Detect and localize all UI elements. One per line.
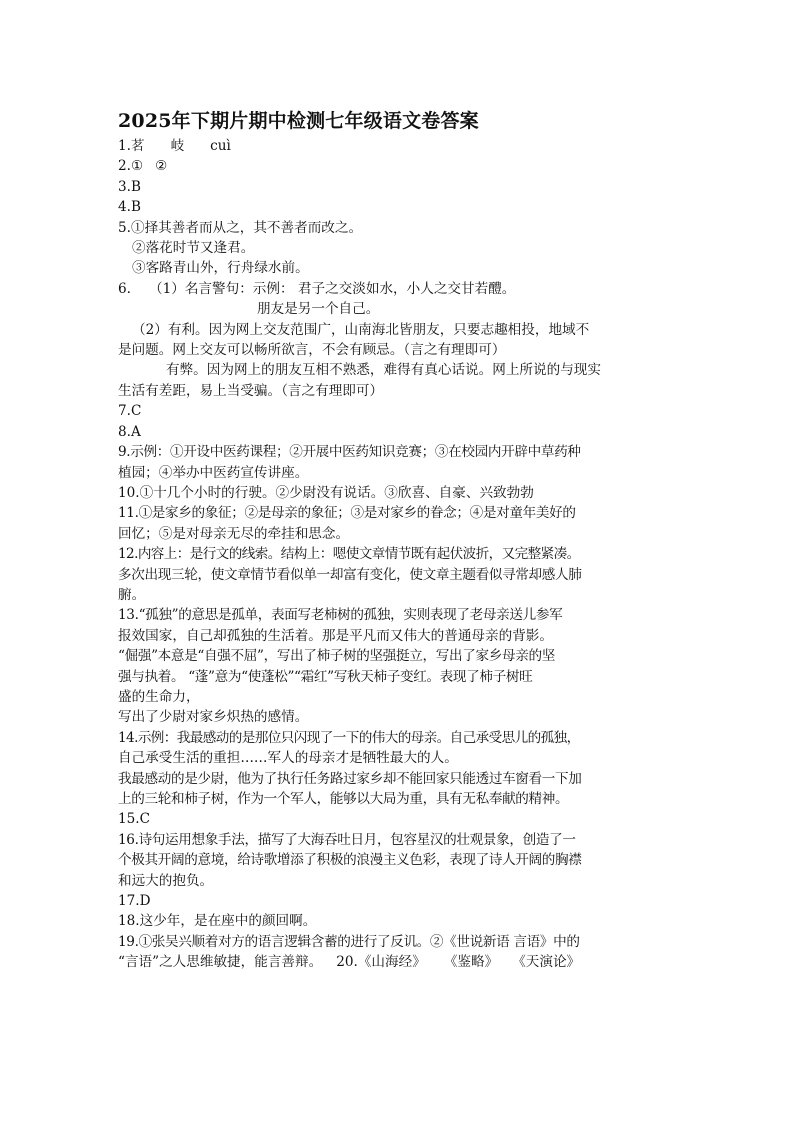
answer-20c: 《天演论》 xyxy=(512,954,581,971)
answer-2-number: 2. xyxy=(118,158,131,175)
answer-5-line-2: ②落花时节又逢君。 xyxy=(132,240,255,257)
answer-3: 3.B xyxy=(118,178,141,195)
answer-13-line-5: 盛的生命力， xyxy=(118,688,200,705)
answer-16-line-1: 16.诗句运用想象手法，描写了大海吞吐日月，包容星汉的壮观景象，创造了一 xyxy=(118,831,576,848)
answer-2 xyxy=(118,156,678,176)
answer-content xyxy=(118,136,678,973)
answer-1c: cuì xyxy=(210,138,231,154)
answer-12-line-1: 12.内容上：是行文的线索。结构上：嗯使文章情节既有起伏波折，又完整紧凑。 xyxy=(118,546,580,563)
answer-10: 10.①十几个小时的行驶。②少尉没有说话。③欣喜、自豪、兴致勃勃 xyxy=(118,484,534,501)
answer-6-number: 6. xyxy=(118,280,131,297)
answer-9-line-1: 9.示例：①开设中医药课程；②开展中医药知识竞赛；③在校园内开辟中草药种 xyxy=(118,444,581,461)
answer-6-line-3: （2）有利。因为网上交友范围广，山南海北皆朋友，只要志趣相投，地域不 xyxy=(132,321,590,338)
answer-18: 18.这少年，是在座中的颜回啊。 xyxy=(118,913,317,930)
answer-19-20-line xyxy=(118,952,678,972)
answer-16-line-3: 和远大的抱负。 xyxy=(118,872,214,889)
answer-20-number: 20. xyxy=(336,954,358,971)
answer-13-line-6: 写出了少尉对家乡炽热的感情。 xyxy=(118,709,309,726)
answer-6-line-2: 朋友是另一个自己。 xyxy=(257,301,380,318)
answer-14-line-2: 自己承受生活的重担……军人的母亲才是牺牲最大的人。 xyxy=(118,750,458,767)
answer-20a: 《山海经》 xyxy=(357,954,426,971)
answer-1b: 岐 xyxy=(170,138,185,154)
answer-15: 15.C xyxy=(118,811,151,828)
answer-5-line-3: ③客路青山外，行舟绿水前。 xyxy=(132,260,309,277)
answer-7: 7.C xyxy=(118,403,142,420)
answer-8: 8.A xyxy=(118,423,141,440)
answer-6-line-4: 是问题。网上交友可以畅所欲言，不会有顾忌。（言之有理即可） xyxy=(118,342,506,359)
page-title: 2025年下期片期中检测七年级语文卷答案 xyxy=(118,110,479,132)
answer-11-line-2: 回忆；⑤是对母亲无尽的牵挂和思念。 xyxy=(118,525,350,542)
answer-19-line-1: 19.①张吴兴顺着对方的语言逻辑含蓄的进行了反讥。②《世说新语 言语》中的 xyxy=(118,933,580,950)
answer-14-line-4: 上的三轮和柿子树，作为一个军人，能够以大局为重，具有无私奉献的精神。 xyxy=(118,791,569,807)
answer-1-number: 1. xyxy=(118,138,131,154)
answer-6-line-1: 6. （1）名言警句：示例： 君子之交淡如水，小人之交甘若醴。 xyxy=(118,280,516,297)
answer-12-line-3: 腑。 xyxy=(118,586,146,603)
answer-2a: ① xyxy=(130,158,144,175)
answer-9-line-2: 植园；④举办中医药宣传讲座。 xyxy=(118,464,309,481)
answer-13-line-3: “倔强”本意是“自强不屈”，写出了柿子树的坚强挺立，写出了家乡母亲的坚 xyxy=(118,648,555,665)
answer-17: 17.D xyxy=(118,893,151,910)
answer-13-line-4: 强与执着。 “蓬”意为“使蓬松”“霜红”写秋天柿子变红。表现了柿子树旺 xyxy=(118,668,533,685)
answer-14-line-3: 我最感动的是少尉，他为了执行任务路过家乡却不能回家只能透过车窗看一下加 xyxy=(118,770,582,787)
answer-5-line-1: 5.①择其善者而从之，其不善者而改之。 xyxy=(118,219,363,236)
answer-14-line-1: 14.示例：我最感动的是那位只闪现了一下的伟大的母亲。自己承受思儿的孤独， xyxy=(118,729,580,746)
answer-1a: 茗 xyxy=(130,138,145,154)
answer-13-line-2: 报效国家，自己却孤独的生活着。那是平凡而又伟大的普通母亲的背影。 xyxy=(118,627,553,644)
answer-20b: 《鉴略》 xyxy=(443,954,499,971)
answer-19-line-2: “言语”之人思维敏捷，能言善辩。 xyxy=(118,954,323,971)
answer-4: 4.B xyxy=(118,199,141,216)
answer-2b: ② xyxy=(155,158,168,175)
answer-1 xyxy=(118,136,678,156)
answer-16-line-2: 个极其开阔的意境，给诗歌增添了积极的浪漫主义色彩，表现了诗人开阔的胸襟 xyxy=(118,852,582,869)
answer-6-line-6: 生活有差距，易上当受骗。（言之有理即可） xyxy=(118,382,384,399)
answer-6-line-5: 有弊。因为网上的朋友互相不熟悉，难得有真心话说。网上所说的与现实 xyxy=(166,362,601,379)
answer-12-line-2: 多次出现三轮，使文章情节看似单一却富有变化，使文章主题看似寻常却感人肺 xyxy=(118,566,582,583)
answer-13-line-1: 13.“孤独”的意思是孤单，表面写老柿树的孤独，实则表现了老母亲送儿参军 xyxy=(118,607,563,624)
answer-11-line-1: 11.①是家乡的象征；②是母亲的象征；③是对家乡的眷念；④是对童年美好的 xyxy=(118,505,576,522)
